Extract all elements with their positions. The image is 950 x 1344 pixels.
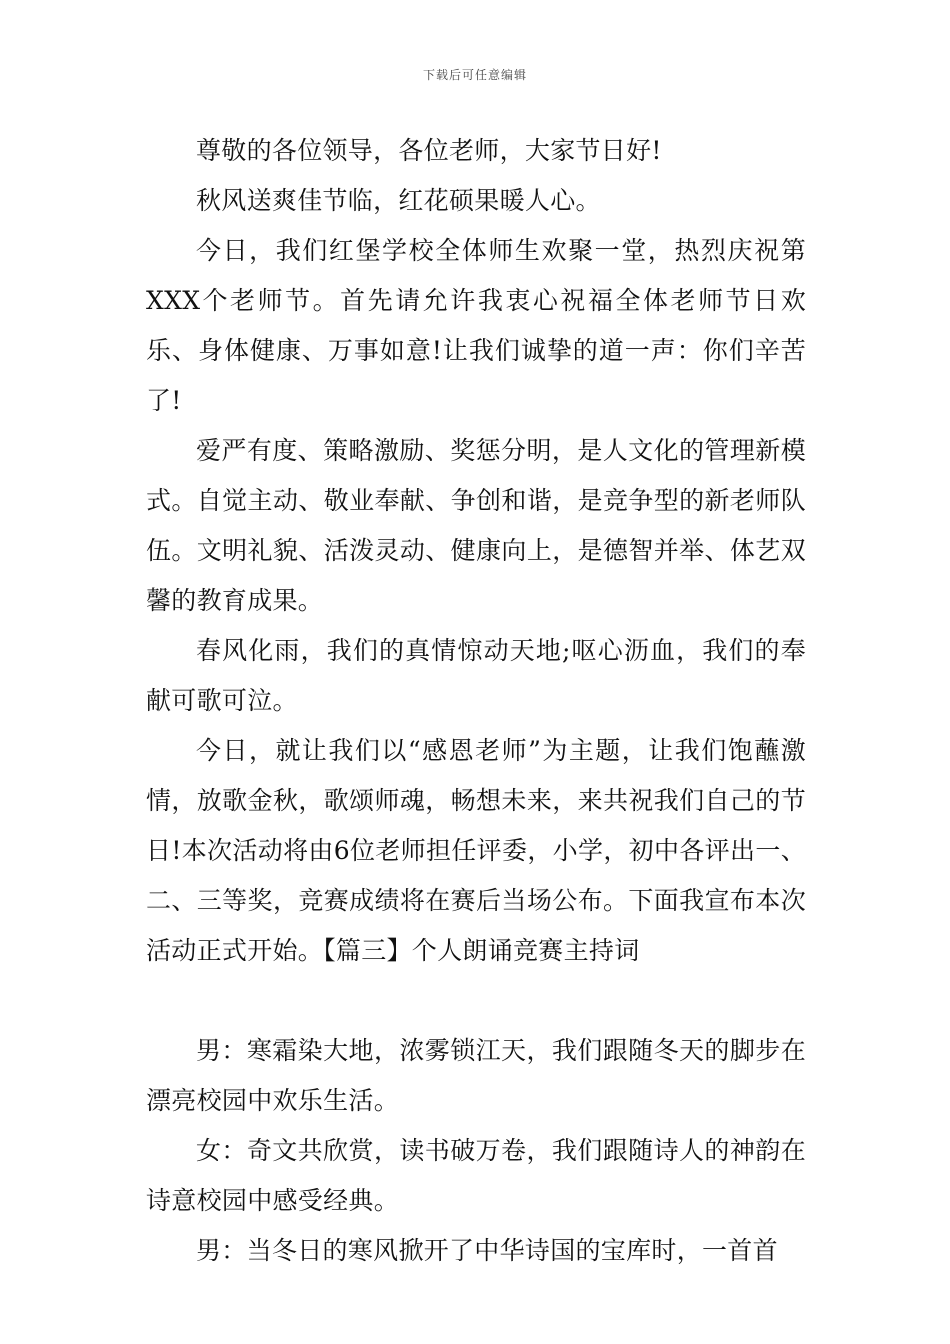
page-header-note: 下载后可任意编辑 bbox=[422, 68, 527, 82]
paragraph-male-host-2: 男：当冬日的寒风掀开了中华诗国的宝库时，一首首 bbox=[196, 1236, 778, 1265]
paragraph-male-host-1: 男：寒霜染大地，浓雾锁江天，我们跟随冬天的脚步在漂亮校园中欢乐生活。 bbox=[146, 1036, 806, 1115]
paragraph-autumn: 秋风送爽佳节临，红花硕果暖人心。 bbox=[196, 186, 601, 215]
paragraph-spring-rain: 春风化雨，我们的真情惊动天地;呕心沥血，我们的奉献可歌可泣。 bbox=[146, 636, 806, 715]
document-body bbox=[146, 126, 806, 1276]
paragraph-greeting: 尊敬的各位领导，各位老师，大家节日好! bbox=[196, 136, 662, 165]
paragraph-theme: 今日，就让我们以“感恩老师”为主题，让我们饱蘸激情，放歌金秋，歌颂师魂，畅想未来，来共祝我们自己的节日!本次活动将由6位老师担任评委，小学，初中各评出一、二、三等奖，竞赛成绩将在赛后当场公布。下面我宣布本次活动正式开始。【篇三】个人朗诵竞赛主持词 bbox=[146, 736, 806, 965]
paragraph-management: 爱严有度、策略激励、奖惩分明，是人文化的管理新模式。自觉主动、敬业奉献、争创和谐，是竞争型的新老师队伍。文明礼貌、活泼灵动、健康向上，是德智并举、体艺双馨的教育成果。 bbox=[146, 436, 806, 615]
paragraph-celebration: 今日，我们红堡学校全体师生欢聚一堂，热烈庆祝第XXX个老师节。首先请允许我衷心祝福全体老师节日欢乐、身体健康、万事如意!让我们诚挚的道一声：你们辛苦了! bbox=[146, 236, 806, 415]
paragraph-female-host-1: 女：奇文共欣赏，读书破万卷，我们跟随诗人的神韵在诗意校园中感受经典。 bbox=[146, 1136, 806, 1215]
